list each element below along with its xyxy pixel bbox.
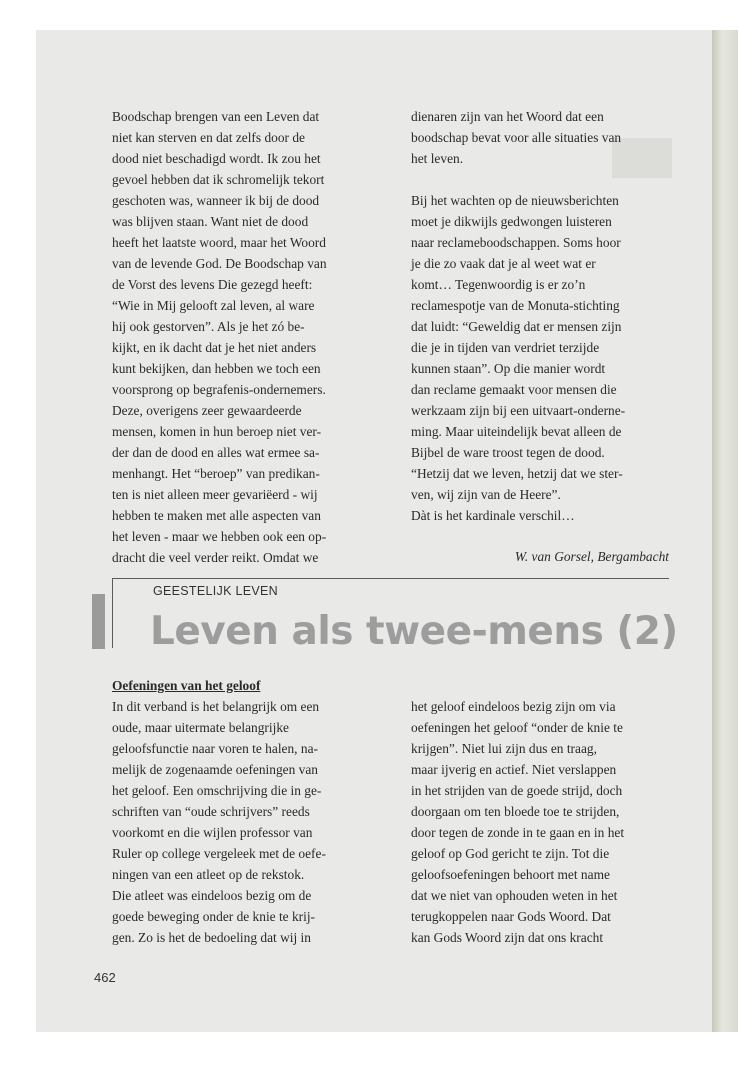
bottom-right-text-column: het geloof eindeloos bezig zijn om via oefeningen het geloof “onder de knie te krijgen”. Niet lui zijn dus en traag, maar ijverig en actief. Niet verslappen in het strijden van de goede strijd, doch doorgaan om ten bloede toe te strijden, door tegen de zonde in te gaan en in het geloof op God gericht te zijn. Tot die geloofsoefeningen behoort met name dat we niet van ophouden weten in het terugkoppelen naar Gods Woord. Dat kan Gods Woord zijn dat ons kracht — [411, 699, 625, 945]
book-spine-edge — [712, 30, 738, 1032]
page-number: 462 — [94, 970, 116, 985]
section-marker-bar — [92, 594, 105, 649]
bottom-left-text-column: In dit verband is het belangrijk om een oude, maar uitermate belangrijke geloofsfunctie naar voren te halen, na- melijk de zogenaamde oefeningen van het geloof. Een omschrijving die in ge- schriften van “oude schrijvers” reeds voorkomt en die wijlen professor van Ruler op college vergeleek met de oefe- ningen van een atleet op de rekstok. Die atleet was eindeloos bezig om de goede beweging onder de knie te krij- gen. Zo is het de bedoeling dat wij in — [112, 699, 326, 945]
section-rule-vertical — [112, 578, 113, 648]
author-signature: W. van Gorsel, Bergambacht — [514, 549, 669, 564]
subheading: Oefeningen van het geloof — [112, 678, 261, 693]
section-rule-horizontal — [112, 578, 669, 579]
top-left-text-column: Boodschap brengen van een Leven dat niet kan sterven en dat zelfs door de dood niet beschadigd wordt. Ik zou het gevoel hebben dat ik schromelijk tekort geschoten was, wanneer ik bij de dood was blijven staan. Want niet de dood heeft het laatste woord, maar het Woord van de levende God. De Boodschap van de Vorst des levens Die gezegd heeft: “Wie in Mij gelooft zal leven, al ware hij ook gestorven”. Als je het zó be- kijkt, en ik dacht dat je het niet anders kunt bekijken, dan hebben we toch een voorsprong op begrafenis-ondernemers. Deze, overigens zeer gewaardeerde mensen, komen in hun beroep niet ver- der dan de dood en alles wat ermee sa- menhangt. Het “beroep” van predikan- ten is niet alleen meer gevariëerd - wij hebben te maken met alle aspecten van het leven - maar we hebben ook een op- dracht die veel verder reikt. Omdat we — [112, 109, 327, 565]
top-right-text-column: dienaren zijn van het Woord dat een boodschap bevat voor alle situaties van het leven. Bij het wachten op de nieuwsberichten moet je dikwijls gedwongen luisteren naar reclameboodschappen. Soms hoor je die zo vaak dat je al weet wat er komt… Tegenwoordig is er zo’n reclamespotje van de Monuta-stichting dat luidt: “Geweldig dat er mensen zijn die je in tijden van verdriet terzijde kunnen staan”. Op die manier wordt dan reclame gemaakt voor mensen die werkzaam zijn bij een uitvaart-onderne- ming. Maar uiteindelijk bevat alleen de Bijbel de ware troost tegen de dood. “Hetzij dat we leven, hetzij dat we ster- ven, wij zijn van de Heere”. Dàt is het kardinale verschil… — [411, 109, 626, 523]
article-title: Leven als twee-mens (2) — [150, 609, 678, 654]
section-kicker: GEESTELIJK LEVEN — [153, 584, 278, 598]
